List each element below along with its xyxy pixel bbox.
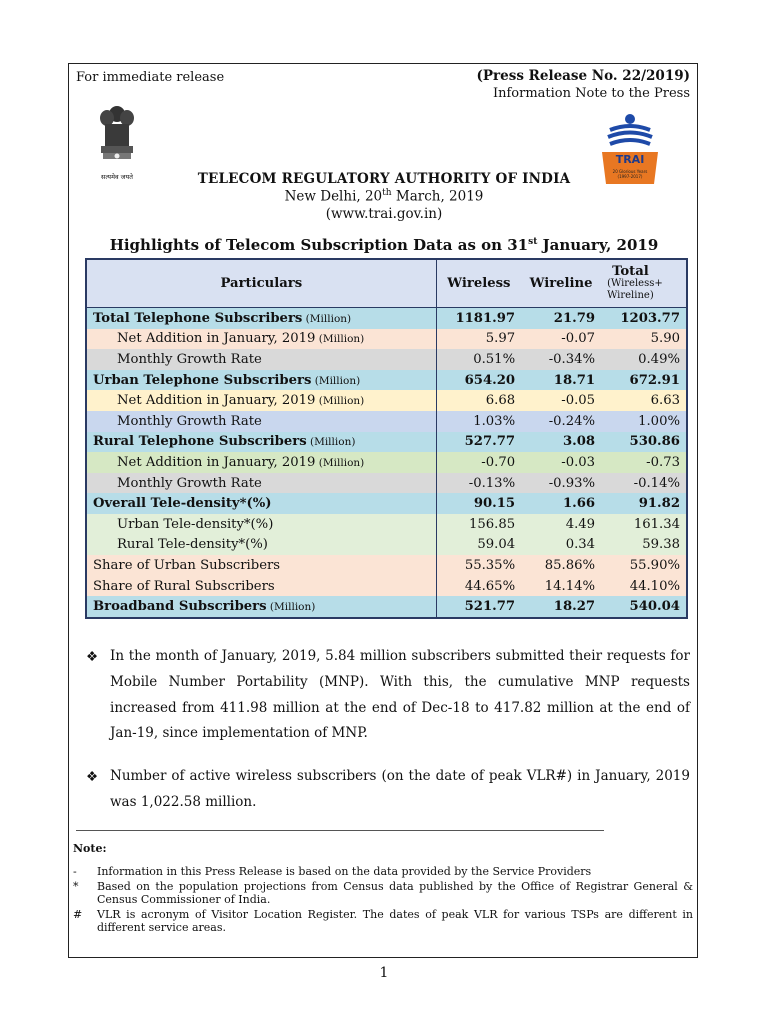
table-row (86, 390, 687, 411)
row-label: Rural Telephone Subscribers (Million) (86, 432, 436, 453)
cell-wireless: 156.85 (468, 516, 516, 532)
cell-wireless: 1181.97 (455, 310, 516, 326)
cell-wireless: 0.51% (473, 351, 516, 367)
table-row (86, 411, 687, 432)
row-label: Net Addition in January, 2019 (Million) (86, 390, 436, 411)
cell-wireless: 527.77 (464, 434, 516, 450)
cell-wireless: -0.13% (468, 475, 516, 491)
organization-name: TELECOM REGULATORY AUTHORITY OF INDIA (197, 171, 571, 187)
cell-total: 59.38 (642, 537, 680, 553)
cell-total: -0.14% (633, 475, 680, 491)
cell-total: 540.04 (629, 599, 680, 615)
row-label: Monthly Growth Rate (86, 349, 436, 370)
cell-total: 161.34 (633, 516, 680, 532)
logo-subtext: 20 Glorious Years (1997-2017) (612, 169, 648, 179)
cell-wireless: 5.97 (485, 331, 516, 347)
table-row (86, 493, 687, 514)
bullet-icon: ❖ (86, 649, 99, 665)
row-label: Urban Tele-density*(%) (86, 514, 436, 535)
logo-text: TRAI (615, 153, 645, 166)
table-row (86, 555, 687, 576)
note-text: VLR is acronym of Visitor Location Register. The dates of peak VLR for various TSPs are different in different service areas. (97, 908, 693, 934)
cell-wireless: 1.03% (473, 413, 516, 429)
row-label: Share of Rural Subscribers (86, 576, 436, 597)
header-wireless: Wireless (436, 259, 521, 308)
cell-wireless: -0.70 (481, 454, 516, 470)
header-wireline: Wireline (521, 259, 601, 308)
table-row (86, 596, 687, 618)
table-row (86, 576, 687, 597)
cell-wireline: 18.71 (553, 372, 596, 388)
cell-wireline: 1.66 (562, 496, 596, 512)
row-label: Share of Urban Subscribers (86, 555, 436, 576)
subscription-table (85, 258, 688, 619)
table-row (86, 514, 687, 535)
cell-wireless: 59.04 (477, 537, 516, 553)
header-total: Total (Wireless+ Wireline) (601, 259, 687, 308)
bullet-text: In the month of January, 2019, 5.84 million subscribers submitted their requests for Mobile Number Portability (MNP). With this, the cumulative MNP requests increased from 411.98 million at the end of Dec-18 to 417.82 million at the end of Jan-19, since implementation of MNP. (110, 648, 690, 742)
release-type: For immediate release (76, 70, 225, 85)
notes-divider (76, 830, 604, 831)
row-label: Monthly Growth Rate (86, 411, 436, 432)
row-label: Total Telephone Subscribers (Million) (86, 308, 436, 329)
table-body (86, 308, 687, 618)
cell-wireline: 85.86% (544, 557, 596, 573)
cell-wireline: 0.34 (565, 537, 596, 553)
note-mark: # (73, 908, 83, 921)
cell-total: 55.90% (629, 557, 680, 573)
cell-total: 91.82 (638, 496, 680, 512)
cell-wireline: -0.34% (548, 351, 596, 367)
information-note: Information Note to the Press (492, 86, 690, 101)
cell-wireless: 90.15 (473, 496, 516, 512)
row-label: Rural Tele-density*(%) (86, 535, 436, 556)
cell-wireless: 55.35% (464, 557, 516, 573)
row-label: Overall Tele-density*(%) (86, 493, 436, 514)
cell-total: 1.00% (638, 413, 680, 429)
note-text: Information in this Press Release is based on the data provided by the Service Providers (97, 865, 592, 878)
cell-total: 1203.77 (620, 310, 680, 326)
cell-wireless: 654.20 (464, 372, 516, 388)
cell-wireline: -0.05 (561, 393, 596, 409)
cell-total: 0.49% (638, 351, 680, 367)
table-row (86, 370, 687, 391)
cell-total: -0.73 (646, 454, 680, 470)
cell-total: 6.63 (650, 393, 680, 409)
page-number: 1 (379, 965, 389, 981)
table-row (86, 432, 687, 453)
cell-wireline: 18.27 (553, 599, 596, 615)
cell-wireline: -0.24% (548, 413, 596, 429)
press-release-number: (Press Release No. 22/2019) (476, 68, 690, 84)
bullet-text: Number of active wireless subscribers (on the date of peak VLR#) in January, 2019 was 1,022.58 million. (110, 768, 690, 810)
cell-total: 44.10% (629, 578, 680, 594)
row-label: Net Addition in January, 2019 (Million) (86, 452, 436, 473)
bullet-icon: ❖ (86, 769, 99, 785)
row-label: Broadband Subscribers (Million) (86, 596, 436, 618)
header-particulars: Particulars (86, 259, 436, 308)
notes-title: Note: (73, 842, 107, 855)
table-heading: Highlights of Telecom Subscription Data as on 31st January, 2019 (109, 236, 659, 254)
cell-wireline: 21.79 (553, 310, 596, 326)
row-label: Monthly Growth Rate (86, 473, 436, 494)
table-row (86, 535, 687, 556)
cell-wireless: 44.65% (464, 578, 516, 594)
table-row (86, 473, 687, 494)
note-mark: * (73, 880, 79, 893)
note-text: Based on the population projections from Census data published by the Office of Registrar General & Census Commissioner of India. (97, 880, 693, 906)
cell-total: 672.91 (629, 372, 680, 388)
website: (www.trai.gov.in) (325, 206, 443, 222)
row-label: Urban Telephone Subscribers (Million) (86, 370, 436, 391)
table-row (86, 308, 687, 329)
state-emblem-icon (96, 104, 138, 181)
table-row (86, 329, 687, 350)
table-row (86, 452, 687, 473)
cell-total: 5.90 (650, 331, 680, 347)
note-mark: - (73, 865, 77, 878)
cell-wireline: 3.08 (562, 434, 596, 450)
cell-wireline: -0.93% (548, 475, 596, 491)
cell-wireline: -0.03 (561, 454, 596, 470)
cell-wireline: 14.14% (544, 578, 596, 594)
cell-total: 530.86 (629, 434, 680, 450)
table-header-row (86, 259, 687, 308)
emblem-caption: सत्यमेव जयते (101, 173, 133, 181)
row-label: Net Addition in January, 2019 (Million) (86, 329, 436, 350)
cell-wireline: 4.49 (565, 516, 596, 532)
cell-wireless: 6.68 (485, 393, 516, 409)
cell-wireless: 521.77 (464, 599, 516, 615)
table-row (86, 349, 687, 370)
place-date: New Delhi, 20th March, 2019 (284, 188, 484, 205)
cell-wireline: -0.07 (561, 331, 596, 347)
